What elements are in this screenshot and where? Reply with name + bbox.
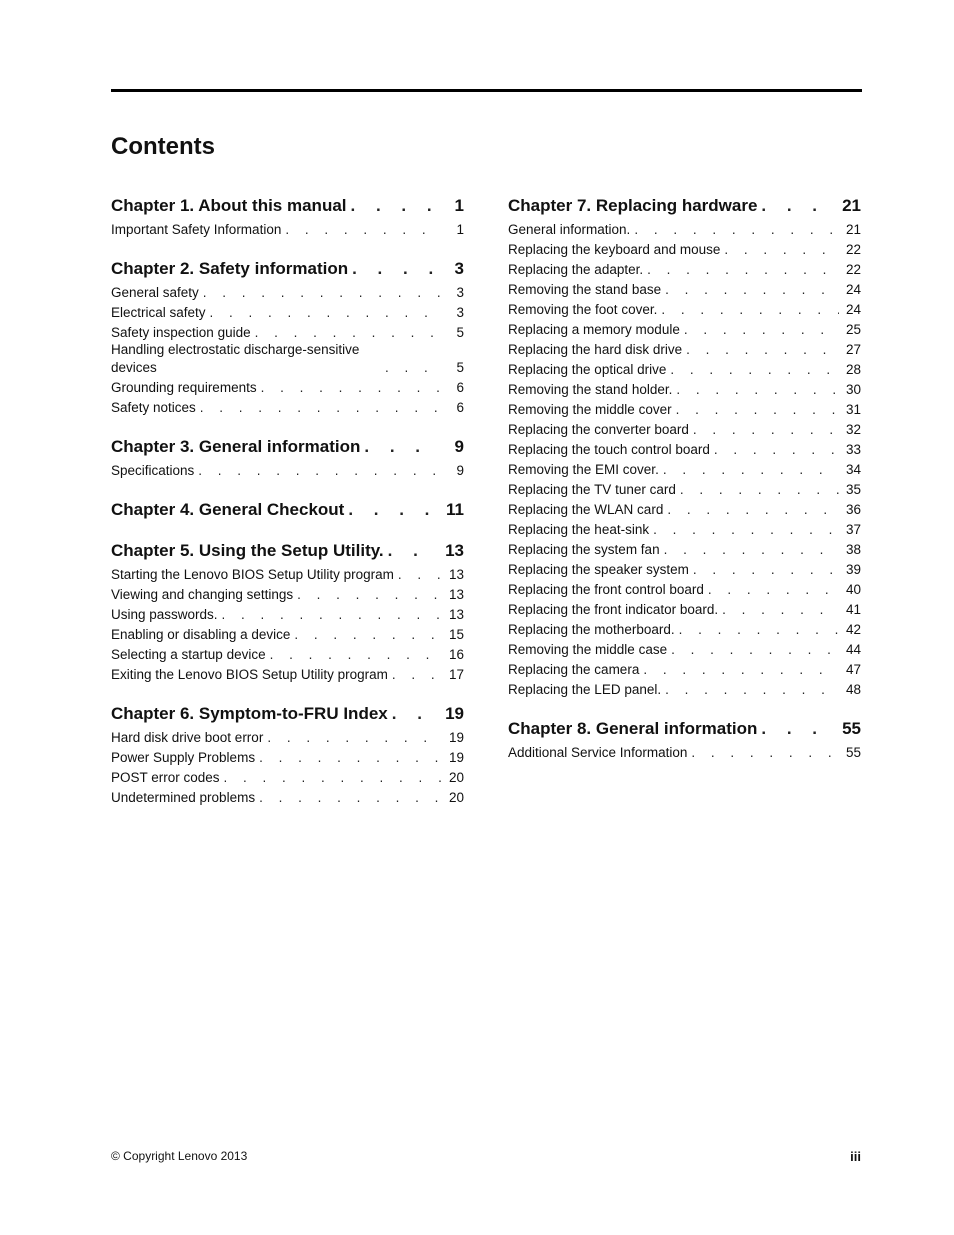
toc-chapter-title: Chapter 5. Using the Setup Utility. xyxy=(111,541,384,560)
toc-entry-title: Replacing the touch control board xyxy=(508,442,710,457)
toc-entry-link[interactable] xyxy=(508,639,861,659)
toc-dot-leader xyxy=(263,729,442,747)
toc-entry-link[interactable] xyxy=(111,282,464,302)
toc-entry-page: 19 xyxy=(448,730,464,745)
toc-entry-link[interactable] xyxy=(111,564,464,584)
toc-entry-link[interactable] xyxy=(508,419,861,439)
toc-dot-leader xyxy=(218,606,442,624)
toc-entry-page: 40 xyxy=(845,582,861,597)
toc-chapter-title: Chapter 2. Safety information xyxy=(111,259,349,278)
toc-entry-page: 36 xyxy=(845,502,861,517)
toc-entry-link[interactable] xyxy=(111,219,464,239)
toc-entry-page: 35 xyxy=(845,482,861,497)
toc-dot-leader xyxy=(639,661,839,679)
toc-dot-leader xyxy=(687,744,839,762)
toc-entry-page: 24 xyxy=(845,302,861,317)
toc-entry-page: 13 xyxy=(448,567,464,582)
toc-entry-title: Removing the EMI cover. xyxy=(508,462,659,477)
toc-dot-leader xyxy=(251,324,442,342)
toc-dot-leader xyxy=(676,481,839,499)
toc-entry-link[interactable] xyxy=(508,679,861,699)
toc-entry-title: Replacing the front control board xyxy=(508,582,704,597)
toc-entry-page: 30 xyxy=(845,382,861,397)
toc-entry-page: 48 xyxy=(845,682,861,697)
toc-dot-leader xyxy=(384,540,438,562)
toc-entry-page: 22 xyxy=(845,242,861,257)
toc-entry-page: 44 xyxy=(845,642,861,657)
toc-entry-page: 9 xyxy=(456,463,464,478)
toc-entry-title: Replacing the adapter. xyxy=(508,262,644,277)
toc-dot-leader xyxy=(675,621,839,639)
toc-entry-page: 13 xyxy=(448,587,464,602)
toc-chapter-title: Chapter 4. General Checkout xyxy=(111,500,345,519)
toc-entry-page: 3 xyxy=(456,285,464,300)
toc-entry-link[interactable] xyxy=(508,519,861,539)
toc-entry-link[interactable] xyxy=(111,767,464,787)
toc-entry-link[interactable] xyxy=(508,259,861,279)
toc-entry-page: 47 xyxy=(845,662,861,677)
toc-entry-link[interactable] xyxy=(508,319,861,339)
toc-dot-leader xyxy=(643,261,839,279)
toc-entry-link[interactable] xyxy=(111,624,464,644)
toc-dot-leader xyxy=(344,499,438,521)
toc-entry-title: Replacing the front indicator board. xyxy=(508,602,719,617)
toc-dot-leader xyxy=(666,361,839,379)
toc-entry-page: 24 xyxy=(845,282,861,297)
toc-entry-page: 19 xyxy=(448,750,464,765)
toc-dot-leader xyxy=(657,301,839,319)
toc-entry-title: Replacing the keyboard and mouse xyxy=(508,242,721,257)
toc-entry-page: 6 xyxy=(456,380,464,395)
footer-page-number: iii xyxy=(850,1149,861,1164)
toc-entry-title: Replacing the speaker system xyxy=(508,562,689,577)
toc-entry-page: 33 xyxy=(845,442,861,457)
toc-entry-link[interactable] xyxy=(508,619,861,639)
toc-chapter-title: Chapter 3. General information xyxy=(111,437,361,456)
toc-entry-page: 38 xyxy=(845,542,861,557)
toc-chapter-page: 13 xyxy=(445,541,464,560)
toc-entry-title: Electrical safety xyxy=(111,305,206,320)
toc-entry-page: 5 xyxy=(456,360,464,375)
toc-dot-leader xyxy=(194,462,442,480)
toc-chapter-link[interactable] xyxy=(508,713,861,740)
toc-entry-title: General safety xyxy=(111,285,199,300)
top-rule xyxy=(111,89,862,92)
toc-entry-title: Removing the middle case xyxy=(508,642,668,657)
toc-chapter xyxy=(508,713,861,762)
toc-entry-link[interactable] xyxy=(508,339,861,359)
toc-entry-link[interactable] xyxy=(111,584,464,604)
toc-entry-title: Power Supply Problems xyxy=(111,750,256,765)
toc-entry-title: POST error codes xyxy=(111,770,220,785)
toc-entry-link[interactable] xyxy=(508,539,861,559)
toc-dot-leader xyxy=(689,561,839,579)
toc-entry-title: Safety inspection guide xyxy=(111,325,251,340)
toc-chapter-page: 3 xyxy=(454,259,464,278)
toc-entry-title: Important Safety Information xyxy=(111,222,282,237)
toc-chapter-title: Chapter 6. Symptom-to-FRU Index xyxy=(111,704,388,723)
toc-dot-leader xyxy=(660,541,839,559)
toc-chapter xyxy=(111,494,464,521)
toc-chapter-link[interactable] xyxy=(111,698,464,725)
toc-entry-title: Using passwords. xyxy=(111,607,218,622)
toc-entry-link[interactable] xyxy=(111,302,464,322)
toc-entry-link[interactable] xyxy=(111,747,464,767)
toc-chapter-link[interactable] xyxy=(508,190,861,217)
toc-entry-link[interactable] xyxy=(508,559,861,579)
toc-entry-link[interactable] xyxy=(508,279,861,299)
toc-chapter xyxy=(508,190,861,699)
toc-dot-leader xyxy=(704,581,839,599)
toc-entry-title: Removing the middle cover xyxy=(508,402,672,417)
toc-entry-title: Additional Service Information xyxy=(508,745,688,760)
toc-dot-leader xyxy=(661,281,839,299)
toc-entry-page: 15 xyxy=(448,627,464,642)
toc-dot-leader xyxy=(196,399,442,417)
toc-entry-page: 55 xyxy=(845,745,861,760)
toc-entry-title: Handling electrostatic discharge-sensitive devices xyxy=(111,342,360,375)
toc-dot-leader xyxy=(347,195,438,217)
toc-chapter-page: 1 xyxy=(454,196,464,215)
toc-entry-page: 39 xyxy=(845,562,861,577)
toc-chapter-link[interactable] xyxy=(111,431,464,458)
toc-entry-link[interactable] xyxy=(508,219,861,239)
toc-dot-leader xyxy=(757,718,835,740)
toc-entry-title: Replacing the hard disk drive xyxy=(508,342,683,357)
toc-entry-link[interactable] xyxy=(508,379,861,399)
toc-dot-leader xyxy=(394,566,442,584)
toc-entry-page: 1 xyxy=(456,222,464,237)
toc-chapter-link[interactable] xyxy=(111,535,464,562)
toc-dot-leader xyxy=(257,379,442,397)
toc-entry-link[interactable] xyxy=(111,342,464,377)
toc-entry-link[interactable] xyxy=(508,459,861,479)
toc-entry-title: Replacing the converter board xyxy=(508,422,689,437)
toc-dot-leader xyxy=(266,646,442,664)
toc-dot-leader xyxy=(630,221,839,239)
toc-entry-page: 6 xyxy=(456,400,464,415)
toc-entry-link[interactable] xyxy=(111,787,464,807)
toc-entry-link[interactable] xyxy=(508,439,861,459)
toc-dot-leader xyxy=(199,284,442,302)
toc-dot-leader xyxy=(293,586,442,604)
toc-dot-leader xyxy=(663,501,839,519)
toc-dot-leader xyxy=(206,304,442,322)
toc-dot-leader xyxy=(680,321,839,339)
toc-entry-title: Replacing the heat-sink xyxy=(508,522,650,537)
toc-entry-link[interactable] xyxy=(508,659,861,679)
toc-dot-leader xyxy=(682,341,839,359)
toc-entry-title: Viewing and changing settings xyxy=(111,587,294,602)
toc-entry-link[interactable] xyxy=(111,604,464,624)
toc-entry-link[interactable] xyxy=(508,579,861,599)
toc-entry-title: Enabling or disabling a device xyxy=(111,627,291,642)
toc-chapter-link[interactable] xyxy=(111,253,464,280)
toc-entry-title: Undetermined problems xyxy=(111,790,256,805)
toc-dot-leader xyxy=(220,769,442,787)
toc-dot-leader xyxy=(672,401,839,419)
toc-entry-title: Replacing the system fan xyxy=(508,542,660,557)
toc-dot-leader xyxy=(360,436,438,458)
toc-entry-page: 13 xyxy=(448,607,464,622)
toc-entry-title: Hard disk drive boot error xyxy=(111,730,264,745)
toc-chapter xyxy=(111,535,464,684)
toc-right-column xyxy=(508,190,861,776)
toc-dot-leader xyxy=(672,381,839,399)
toc-entry-link[interactable] xyxy=(111,727,464,747)
toc-entry-link[interactable] xyxy=(508,479,861,499)
toc-entry-title: Replacing a memory module xyxy=(508,322,680,337)
toc-entry-title: Replacing the optical drive xyxy=(508,362,667,377)
toc-entry-page: 31 xyxy=(845,402,861,417)
toc-entry-page: 27 xyxy=(845,342,861,357)
toc-dot-leader xyxy=(718,601,839,619)
toc-entry-page: 32 xyxy=(845,422,861,437)
toc-chapter xyxy=(111,698,464,807)
toc-entry-title: Grounding requirements xyxy=(111,380,257,395)
toc-entry-link[interactable] xyxy=(111,397,464,417)
toc-entry-page: 5 xyxy=(456,325,464,340)
toc-dot-leader xyxy=(649,521,839,539)
toc-entry-page: 42 xyxy=(845,622,861,637)
toc-chapter-page: 11 xyxy=(446,500,464,519)
toc-entry-link[interactable] xyxy=(111,322,464,342)
toc-entry-link[interactable] xyxy=(111,664,464,684)
toc-dot-leader xyxy=(720,241,839,259)
toc-chapter xyxy=(111,431,464,480)
toc-entry-link[interactable] xyxy=(508,599,861,619)
toc-entry-link[interactable] xyxy=(508,299,861,319)
toc-entry-link[interactable] xyxy=(508,499,861,519)
toc-left-column xyxy=(111,190,464,821)
toc-entry-page: 28 xyxy=(845,362,861,377)
toc-dot-leader xyxy=(689,421,839,439)
toc-chapter-page: 55 xyxy=(842,719,861,738)
toc-entry-link[interactable] xyxy=(508,239,861,259)
toc-entry-title: Selecting a startup device xyxy=(111,647,266,662)
toc-entry-link[interactable] xyxy=(111,377,464,397)
toc-chapter-link[interactable] xyxy=(111,190,464,217)
toc-chapter xyxy=(111,190,464,239)
toc-chapter-title: Chapter 7. Replacing hardware xyxy=(508,196,758,215)
toc-dot-leader xyxy=(255,749,442,767)
toc-chapter-page: 19 xyxy=(445,704,464,723)
toc-entry-link[interactable] xyxy=(508,399,861,419)
toc-dot-leader xyxy=(659,461,839,479)
toc-dot-leader xyxy=(388,666,442,684)
toc-entry-page: 20 xyxy=(448,770,464,785)
toc-entry-title: Replacing the LED panel. xyxy=(508,682,662,697)
toc-dot-leader xyxy=(290,626,442,644)
toc-entry-page: 3 xyxy=(456,305,464,320)
toc-dot-leader xyxy=(661,681,839,699)
toc-dot-leader xyxy=(255,789,442,807)
toc-entry-page: 41 xyxy=(845,602,861,617)
toc-entry-title: Removing the stand holder. xyxy=(508,382,673,397)
toc-chapter-title: Chapter 1. About this manual xyxy=(111,196,347,215)
toc-entry-page: 25 xyxy=(845,322,861,337)
toc-entry-title: Removing the foot cover. xyxy=(508,302,658,317)
toc-chapter xyxy=(111,253,464,417)
toc-entry-page: 16 xyxy=(448,647,464,662)
toc-entry-page: 37 xyxy=(845,522,861,537)
toc-dot-leader xyxy=(710,441,839,459)
toc-entry-title: Replacing the camera xyxy=(508,662,640,677)
toc-entry-title: Exiting the Lenovo BIOS Setup Utility program xyxy=(111,667,388,682)
toc-entry-title: Specifications xyxy=(111,463,195,478)
toc-entry-title: Removing the stand base xyxy=(508,282,662,297)
toc-chapter-title: Chapter 8. General information xyxy=(508,719,758,738)
toc-entry-title: Replacing the TV tuner card xyxy=(508,482,676,497)
toc-entry-page: 17 xyxy=(448,667,464,682)
toc-entry-link[interactable] xyxy=(508,359,861,379)
toc-entry-link[interactable] xyxy=(111,644,464,664)
toc-entry-title: Replacing the WLAN card xyxy=(508,502,664,517)
footer-copyright: © Copyright Lenovo 2013 xyxy=(111,1149,248,1163)
page-title: Contents xyxy=(111,133,215,160)
toc-entry-title: General information. xyxy=(508,222,631,237)
toc-dot-leader xyxy=(381,359,442,377)
toc-chapter-page: 9 xyxy=(454,437,464,456)
toc-chapter-link[interactable] xyxy=(111,494,464,521)
toc-entry-title: Safety notices xyxy=(111,400,196,415)
toc-entry-page: 21 xyxy=(845,222,861,237)
toc-chapter-page: 21 xyxy=(842,196,861,215)
toc-entry-page: 20 xyxy=(448,790,464,805)
toc-entry-link[interactable] xyxy=(111,460,464,480)
toc-dot-leader xyxy=(667,641,839,659)
toc-entry-page: 22 xyxy=(845,262,861,277)
toc-entry-link[interactable] xyxy=(508,742,861,762)
toc-dot-leader xyxy=(281,221,442,239)
toc-dot-leader xyxy=(757,195,835,217)
toc-entry-title: Replacing the motherboard. xyxy=(508,622,675,637)
toc-dot-leader xyxy=(388,703,438,725)
toc-entry-title: Starting the Lenovo BIOS Setup Utility program xyxy=(111,567,394,582)
toc-entry-page: 34 xyxy=(845,462,861,477)
toc-dot-leader xyxy=(348,258,438,280)
